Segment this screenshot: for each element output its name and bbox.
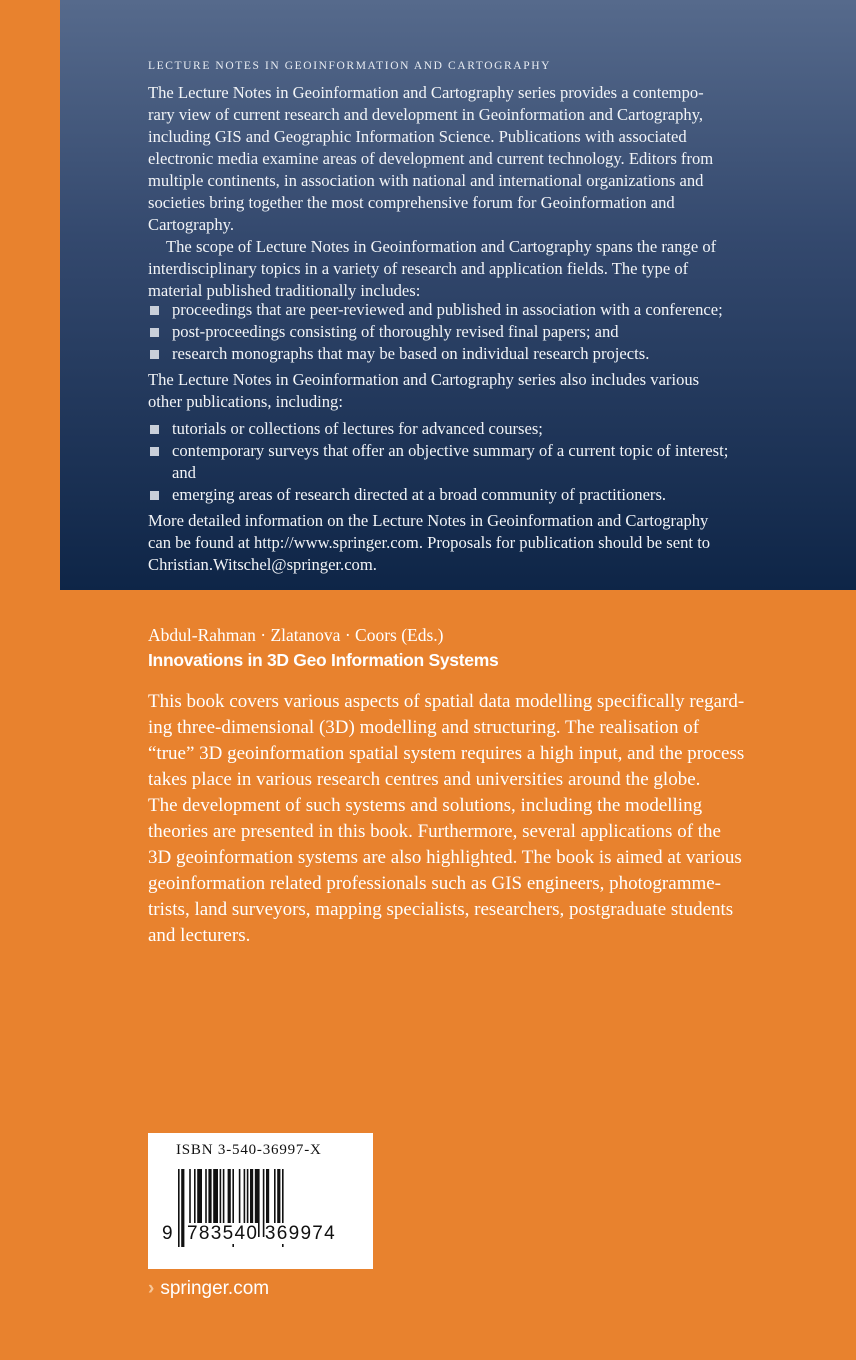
publisher-site: springer.com [160, 1278, 270, 1299]
list-item-text: research monographs that may be based on individual research projects. [172, 344, 650, 363]
list-item-text: contemporary surveys that offer an objective summary of a current topic of interest; [172, 441, 729, 460]
bullet-list-2 [148, 418, 798, 506]
series-paragraph-1 [148, 82, 798, 302]
text-line: ing three-dimensional (3D) modelling and structuring. The realisation of [148, 717, 700, 738]
list-item-text: emerging areas of research directed at a broad community of practitioners. [172, 485, 667, 504]
list-item-text: proceedings that are peer-reviewed and published in association with a conference; [172, 300, 723, 319]
series-paragraph-4 [148, 510, 798, 576]
chevron-right-icon: › [148, 1278, 155, 1299]
list-item [148, 321, 798, 343]
series-heading: LECTURE NOTES IN GEOINFORMATION AND CARTOGRAPHY [148, 60, 552, 72]
list-item-text: tutorials or collections of lectures for advanced courses; [172, 419, 543, 438]
text-line: The development of such systems and solutions, including the modelling [148, 795, 703, 816]
isbn-label: ISBN 3-540-36997-X [176, 1142, 322, 1158]
text-line: can be found at http://www.springer.com. Proposals for publication should be sent to [148, 533, 711, 552]
text-line: societies bring together the most comprehensive forum for Geoinformation and [148, 193, 675, 212]
series-paragraph-3 [148, 369, 798, 413]
list-item-continuation: and [172, 463, 196, 482]
text-line: electronic media examine areas of development and current technology. Editors from [148, 149, 714, 168]
text-line: material published traditionally includes: [148, 281, 421, 300]
list-item [148, 299, 798, 321]
text-line: This book covers various aspects of spatial data modelling specifically regard- [148, 691, 745, 712]
barcode-digits-right: 369974 [264, 1223, 337, 1244]
book-editors: Abdul-Rahman · Zlatanova · Coors (Eds.) [148, 625, 444, 645]
text-line: including GIS and Geographic Information Science. Publications with associated [148, 127, 687, 146]
list-item [148, 440, 798, 462]
text-line: interdisciplinary topics in a variety of research and application fields. The type of [148, 259, 689, 278]
text-line: and lecturers. [148, 925, 251, 946]
bullet-square-icon [150, 350, 159, 359]
barcode-digit-first: 9 [162, 1223, 174, 1244]
bullet-square-icon [150, 328, 159, 337]
text-line: 3D geoinformation systems are also highlighted. The book is aimed at various [148, 847, 742, 868]
list-item-text: post-proceedings consisting of thoroughly revised final papers; and [172, 322, 619, 341]
publisher-link[interactable] [148, 1278, 269, 1300]
text-line: The Lecture Notes in Geoinformation and Cartography series provides a contempo- [148, 83, 704, 102]
bullet-square-icon [150, 425, 159, 434]
book-title: Innovations in 3D Geo Information Systems [148, 650, 499, 670]
text-line: More detailed information on the Lecture Notes in Geoinformation and Cartography [148, 511, 709, 530]
bullet-square-icon [150, 447, 159, 456]
text-line: Cartography. [148, 215, 235, 234]
list-item [148, 484, 798, 506]
text-line: multiple continents, in association with national and international organizations and [148, 171, 704, 190]
bullet-square-icon [150, 491, 159, 500]
text-line: trists, land surveyors, mapping specialists, researchers, postgraduate students [148, 899, 734, 920]
book-description [148, 689, 744, 949]
list-item [148, 343, 798, 365]
bullet-list-1 [148, 299, 798, 365]
bullet-square-icon [150, 306, 159, 315]
isbn-barcode-box [148, 1133, 373, 1269]
barcode-digits [162, 1223, 336, 1245]
list-item [148, 418, 798, 440]
text-line: takes place in various research centres and universities around the globe. [148, 769, 701, 790]
text-line: other publications, including: [148, 392, 343, 411]
text-line: theories are presented in this book. Furthermore, several applications of the [148, 821, 721, 842]
text-line: Christian.Witschel@springer.com. [148, 555, 377, 574]
text-line: geoinformation related professionals such as GIS engineers, photogramme- [148, 873, 722, 894]
text-line: rary view of current research and development in Geoinformation and Cartography, [148, 105, 704, 124]
text-line: The scope of Lecture Notes in Geoinformation and Cartography spans the range of [166, 237, 717, 256]
text-line: “true” 3D geoinformation spatial system requires a high input, and the process [148, 743, 745, 764]
text-line: The Lecture Notes in Geoinformation and Cartography series also includes various [148, 370, 700, 389]
barcode-digits-left: 783540 [187, 1223, 259, 1244]
